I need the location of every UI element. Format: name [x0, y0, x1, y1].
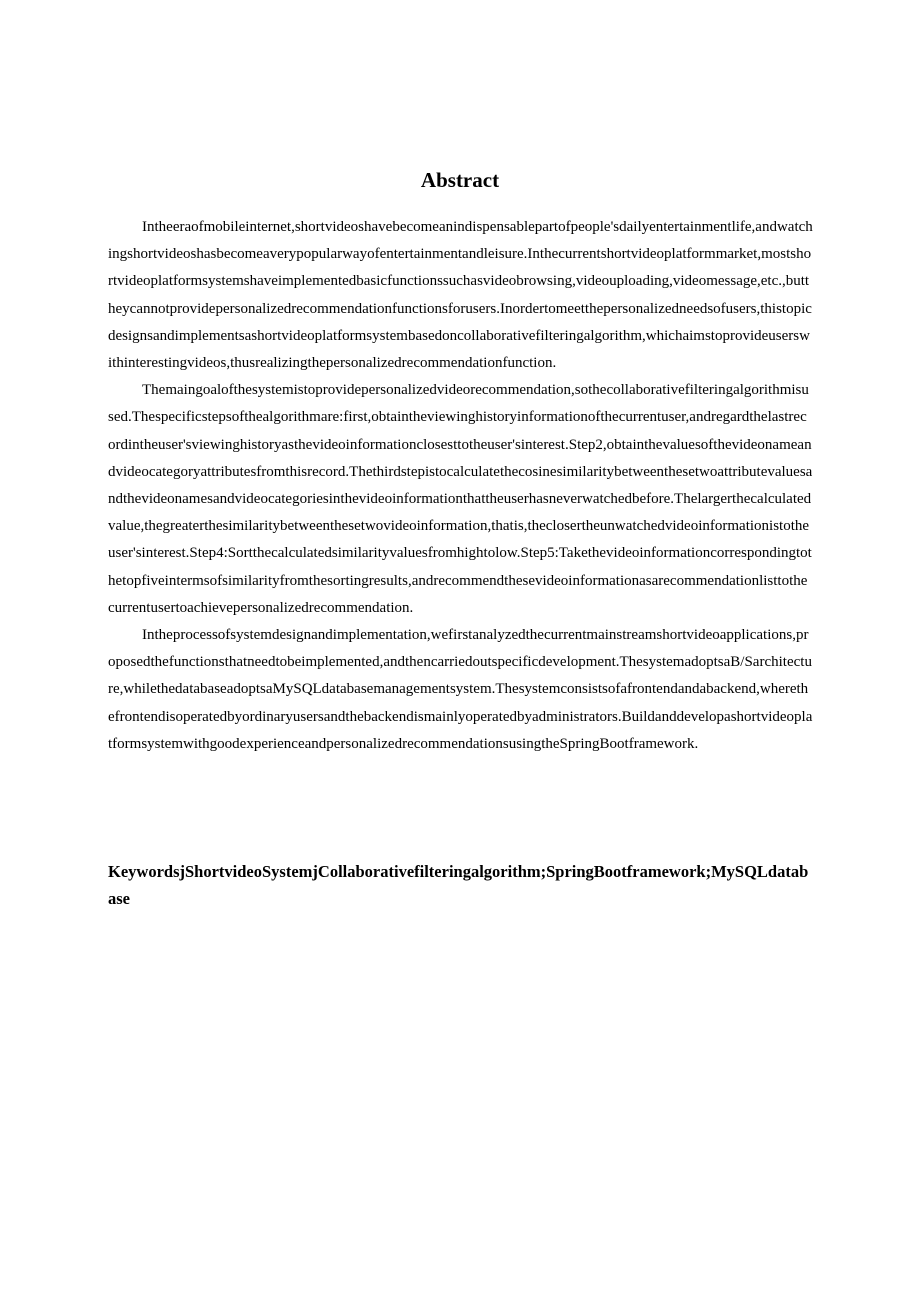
abstract-paragraph-3: Intheprocessofsystemdesignandimplementation,wefirstanalyzedthecurrentmainstreamshortvideoapplications,proposedthefunctionsthatneedtobeimplemented,andthencarriedoutspecificdevelopment.ThesystemadoptsaB/Sarchitecture,whilethedatabaseadoptsaMySQLdatabasemanagementsystem.Thesystemconsistsofafrontendandabackend,wherethefrontendisoperatedbyordinaryusersandthebackendismainlyoperatedbyadministrators.BuildanddevelopashortvideoplatformsystemwithgoodexperienceandpersonalizedrecommendationsusingtheSpringBootframework.: [108, 627, 813, 752]
keywords-line: KeywordsjShortvideoSystemjCollaborativefilteringalgorithm;SpringBootframework;MySQLdatabase: [108, 862, 809, 908]
abstract-paragraph-2: Themaingoalofthesystemistoprovidepersonalizedvideorecommendation,sothecollaborativefilteringalgorithmisused.Thespecificstepsofthealgorithmare:first,obtaintheviewinghistoryinformationofthecurrentuser,andregardthelastrecordintheuser'sviewinghistoryasthevideoinformationclosesttotheuser'sinterest.Step2,obtainthevaluesofthevideonameandvideocategoryattributesfromthisrecord.Thethirdstepistocalculatethecosinesimilaritybetweenthesetwoattributevaluesandthevideonamesandvideocategoriesinthevideoinformationthattheuserhasneverwatchedbefore.Thelargerthecalculatedvalue,thegreaterthesimilaritybetweenthesetwovideoinformation,thatis,theclosertheunwatchedvideoinformationistotheuser'sinterest.Step4:Sortthecalculatedsimilarityvaluesfromhightolow.Step5:Takethevideoinformationcorrespondingtothetopfiveintermsofsimilarityfromthesortingresults,andrecommendthesevideoinformationasarecommendationlisttothecurrentusertoachievepersonalizedrecommendation.: [108, 382, 813, 616]
abstract-body: [108, 214, 814, 758]
abstract-paragraph-1: Intheeraofmobileinternet,shortvideoshavebecomeanindispensablepartofpeople'sdailyentertainmentlife,andwatchingshortvideoshasbecomeaverypopularwayofentertainmentandleisure.Inthecurrentshortvideoplatformmarket,mostshortvideoplatformsystemshaveimplementedbasicfunctionssuchasvideobrowsing,videouploading,videomessage,etc.,buttheycannotprovidepersonalizedrecommendationfunctionsforusers.Inordertomeetthepersonalizedneedsofusers,thistopicdesignsandimplementsashortvideoplatformsystembasedoncollaborativefilteringalgorithm,whichaimstoprovideuserswithinterestingvideos,thusrealizingthepersonalizedrecommendationfunction.: [108, 219, 813, 372]
abstract-title: Abstract: [420, 168, 500, 192]
